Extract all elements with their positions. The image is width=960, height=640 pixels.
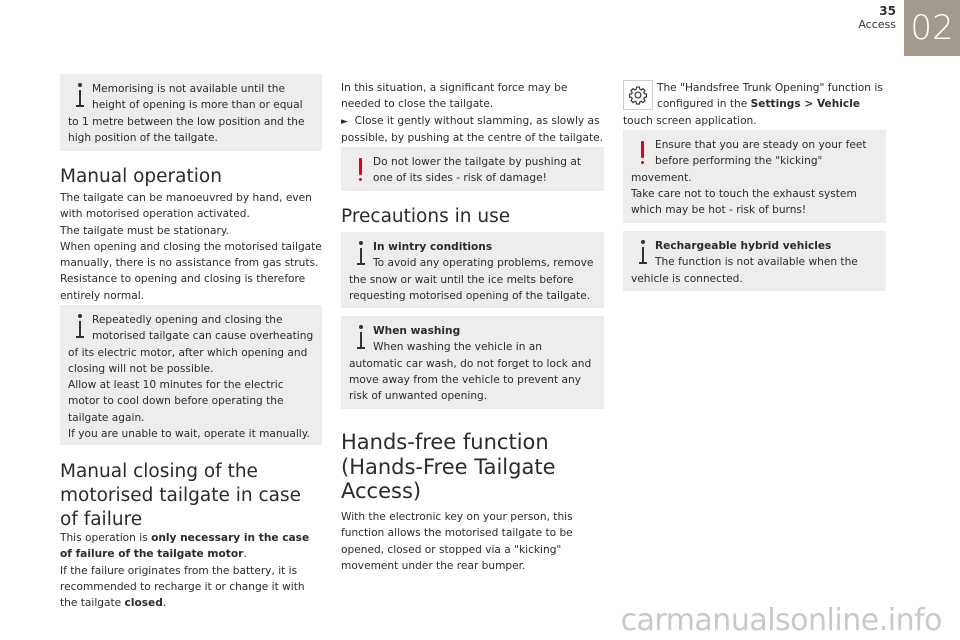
note-text: To avoid any operating problems, remove the snow or wait until the ice melts before requesting motorised opening of the tailgate. [349,257,594,302]
warning-icon [631,137,653,169]
note-text: The function is not available when the vehicle is connected. [631,256,858,285]
note-title: When washing [373,325,461,337]
warning-icon [349,154,371,186]
info-note-overheating [60,305,322,445]
info-icon [349,323,371,355]
paragraph: Allow at least 10 minutes for the electric motor to cool down before operating the tailgate again. [68,379,284,424]
paragraph: If the failure originates from the battery, it is recommended to recharge it or change it with the tailgate closed. [60,564,305,610]
emphasis: closed [124,597,163,610]
info-note-hybrid [623,231,886,291]
info-note-memorising [60,74,322,151]
info-icon [68,312,90,344]
heading-precautions: Precautions in use [341,206,511,227]
paragraph: Take care not to touch the exhaust system which may be hot - risk of burns! [631,187,857,217]
section-title: Access [858,18,896,31]
paragraph: The tailgate can be manoeuvred by hand, even with motorised operation activated. [60,192,312,221]
info-icon [68,81,90,113]
arrow-icon: ► [341,116,348,127]
closing-text [341,80,605,146]
vehicle-label: Vehicle [816,98,861,111]
paragraph: When opening and closing the motorised tailgate manually, there is no assistance from gas struts. Resistance to opening and closing is therefore entirely normal. [60,240,322,302]
paragraph: If you are unable to wait, operate it manually. [68,428,310,441]
note-text: Memorising is not available until the height of opening is more than or equal to 1 metre between the low position and the high position of the tailgate. [68,83,305,144]
paragraph: In this situation, a significant force may be needed to close the tailgate. [341,82,568,111]
note-text: Do not lower the tailgate by pushing at one of its sides - risk of damage! [373,156,582,185]
info-note-winter [341,232,604,308]
paragraph: The tailgate must be stationary. [60,224,229,237]
heading-hands-free: Hands-free function (Hands-Free Tailgate Access) [341,430,556,503]
manual-operation-text [60,190,322,304]
note-title: In wintry conditions [373,241,493,253]
gear-icon [623,80,653,110]
warning-note-damage [341,147,604,191]
paragraph: Repeatedly opening and closing the motorised tailgate can cause overheating of its electric motor, after which opening and closing will not be possible. [68,314,314,375]
info-icon [349,239,371,271]
heading-manual-closing: Manual closing of the motorised tailgate in case of failure [60,461,302,530]
heading-manual-operation: Manual operation [60,166,222,187]
watermark: carmanualsonline.info [620,603,942,638]
note-title: Rechargeable hybrid vehicles [655,240,832,252]
note-text: When washing the vehicle in an automatic car wash, do not forget to lock and move away from the vehicle to prevent any risk of unwanted opening. [349,341,592,403]
failure-text [60,530,322,611]
info-icon [631,238,653,270]
page-number: 35 [879,4,896,18]
page-number-block [858,5,896,31]
emphasis: only necessary in the case of failure of the tailgate motor [60,532,310,561]
warning-note-safety [623,130,886,223]
chapter-badge: 02 [904,0,960,56]
settings-label: Settings [750,98,801,111]
configuration-text: The "Handsfree Trunk Opening" function is configured in the Settings > Vehicle touch screen application. [623,82,883,127]
info-note-washing [341,316,604,409]
paragraph: This operation is only necessary in the case of failure of the tailgate motor. [60,532,310,561]
paragraph: ► Close it gently without slamming, as slowly as possible, by pushing at the centre of the tailgate. [341,114,603,144]
hands-free-text: With the electronic key on your person, this function allows the motorised tailgate to be opened, closed or stopped via a "kicking" movement under the rear bumper. [341,511,573,572]
paragraph: Ensure that you are steady on your feet before performing the "kicking" movement. [631,139,867,184]
